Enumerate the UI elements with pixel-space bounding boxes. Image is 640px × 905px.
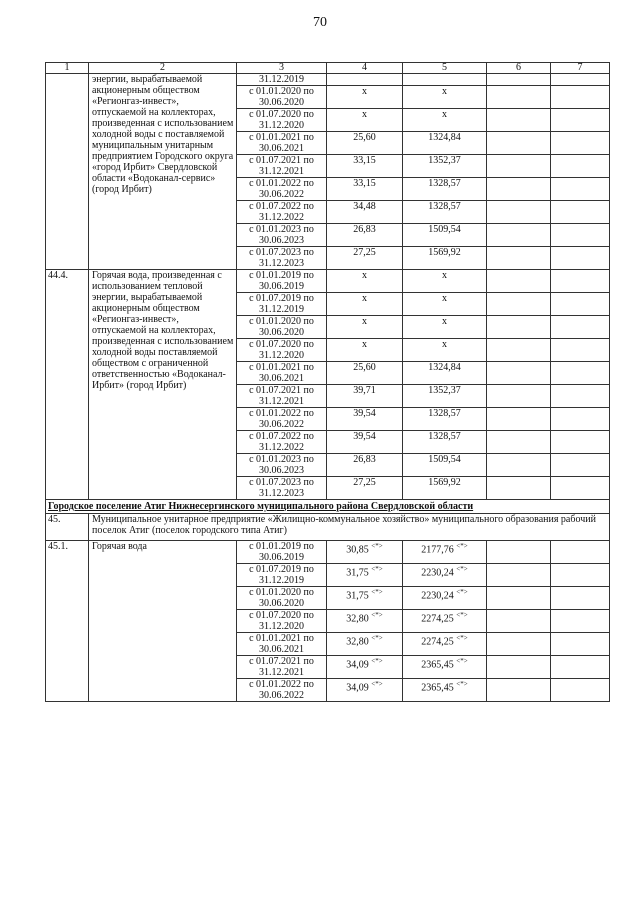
empty-cell xyxy=(487,201,551,224)
rate-cell-value: 27,25 xyxy=(353,477,376,488)
empty-cell xyxy=(551,178,610,201)
amount-cell-value: 1328,57 xyxy=(428,178,461,189)
period-cell xyxy=(237,293,327,316)
amount-cell-value: 2365,45 xyxy=(421,659,454,671)
amount-cell-value: 1328,57 xyxy=(428,408,461,419)
empty-cell xyxy=(487,270,551,293)
organization-row xyxy=(46,514,610,541)
period-cell xyxy=(237,316,327,339)
period-end: 30.06.2022 xyxy=(259,189,304,200)
period-cell xyxy=(237,247,327,270)
row-number-cell: 44.4. xyxy=(46,270,89,500)
amount-cell-value: 2177,76 xyxy=(421,544,454,556)
empty-cell xyxy=(487,178,551,201)
empty-cell xyxy=(551,270,610,293)
period-cell xyxy=(237,362,327,385)
rate-cell-value: 39,71 xyxy=(353,385,376,396)
amount-cell xyxy=(403,408,487,431)
rate-cell-value: 31,75 xyxy=(346,590,369,602)
period-start: с 01.01.2019 по xyxy=(249,541,314,552)
amount-cell-value: х xyxy=(442,316,447,327)
column-header: 5 xyxy=(403,63,487,74)
rate-cell-value: 34,09 xyxy=(346,682,369,694)
period-end: 31.12.2021 xyxy=(259,396,304,407)
amount-cell xyxy=(403,587,487,610)
amount-cell-value: 1509,54 xyxy=(428,454,461,465)
column-header: 7 xyxy=(551,63,610,74)
amount-cell xyxy=(403,155,487,178)
column-header: 1 xyxy=(46,63,89,74)
amount-cell xyxy=(403,86,487,109)
page-number: 70 xyxy=(313,15,327,30)
amount-cell xyxy=(403,201,487,224)
period-end: 30.06.2020 xyxy=(259,327,304,338)
amount-cell xyxy=(403,564,487,587)
rate-cell xyxy=(327,109,403,132)
amount-cell-value: 1509,54 xyxy=(428,224,461,235)
period-start: с 01.01.2021 по xyxy=(249,362,314,373)
column-header: 3 xyxy=(237,63,327,74)
rate-cell-value: 26,83 xyxy=(353,454,376,465)
rate-cell xyxy=(327,610,403,633)
amount-cell xyxy=(403,477,487,500)
empty-cell xyxy=(551,86,610,109)
column-header: 2 xyxy=(89,63,237,74)
footnote-marker: <*> xyxy=(371,611,383,619)
rate-cell-value: 30,85 xyxy=(346,544,369,556)
period-cell xyxy=(237,178,327,201)
rate-cell xyxy=(327,362,403,385)
empty-cell xyxy=(487,431,551,454)
rate-cell-value: 26,83 xyxy=(353,224,376,235)
rate-cell-value: х xyxy=(362,109,367,120)
period-start: с 01.07.2021 по xyxy=(249,656,314,667)
row-number-cell xyxy=(46,74,89,270)
rate-cell-value: х xyxy=(362,86,367,97)
empty-cell xyxy=(487,385,551,408)
amount-cell xyxy=(403,541,487,564)
rate-cell-value: х xyxy=(362,293,367,304)
footnote-marker: <*> xyxy=(456,680,468,688)
period-end: 31.12.2020 xyxy=(259,120,304,131)
amount-cell-value: 1324,84 xyxy=(428,132,461,143)
period-start: с 01.07.2022 по xyxy=(249,201,314,212)
rate-cell xyxy=(327,679,403,702)
empty-cell xyxy=(551,679,610,702)
rate-cell xyxy=(327,633,403,656)
empty-cell xyxy=(551,610,610,633)
empty-cell xyxy=(551,316,610,339)
amount-cell-value: х xyxy=(442,339,447,350)
amount-cell xyxy=(403,293,487,316)
amount-cell xyxy=(403,224,487,247)
period-end: 31.12.2019 xyxy=(259,304,304,315)
period-cell xyxy=(237,541,327,564)
period-cell xyxy=(237,201,327,224)
period-start: с 01.01.2020 по xyxy=(249,86,314,97)
empty-cell xyxy=(551,477,610,500)
amount-cell-value: 1352,37 xyxy=(428,385,461,396)
empty-cell xyxy=(551,109,610,132)
period-cell xyxy=(237,679,327,702)
period-end: 31.12.2019 xyxy=(259,575,304,586)
empty-cell xyxy=(551,633,610,656)
period-cell xyxy=(237,385,327,408)
amount-cell xyxy=(403,362,487,385)
period-cell xyxy=(237,610,327,633)
period-cell xyxy=(237,477,327,500)
footnote-marker: <*> xyxy=(371,565,383,573)
column-header: 6 xyxy=(487,63,551,74)
footnote-marker: <*> xyxy=(371,680,383,688)
period-end: 30.06.2021 xyxy=(259,143,304,154)
period-cell xyxy=(237,633,327,656)
empty-cell xyxy=(487,316,551,339)
empty-cell xyxy=(487,679,551,702)
period-cell xyxy=(237,656,327,679)
rate-cell xyxy=(327,86,403,109)
empty-cell xyxy=(487,541,551,564)
rate-cell-value: 25,60 xyxy=(353,362,376,373)
amount-cell-value: 2274,25 xyxy=(421,636,454,648)
period-start: с 01.01.2022 по xyxy=(249,178,314,189)
period-end: 31.12.2020 xyxy=(259,621,304,632)
empty-cell xyxy=(551,155,610,178)
rate-cell-value: 25,60 xyxy=(353,132,376,143)
section-title: Городское поселение Атиг Нижнесергинского муниципального района Свердловской области xyxy=(46,500,610,514)
period-end: 30.06.2020 xyxy=(259,97,304,108)
period-end: 30.06.2023 xyxy=(259,465,304,476)
rate-cell xyxy=(327,293,403,316)
empty-cell xyxy=(551,293,610,316)
rate-cell xyxy=(327,224,403,247)
rate-cell-value: 32,80 xyxy=(346,636,369,648)
empty-cell xyxy=(551,201,610,224)
empty-cell xyxy=(487,564,551,587)
empty-cell xyxy=(487,454,551,477)
period-end: 30.06.2021 xyxy=(259,373,304,384)
empty-cell xyxy=(551,587,610,610)
period-start: с 01.01.2020 по xyxy=(249,587,314,598)
rate-cell xyxy=(327,656,403,679)
rate-cell-value: 34,48 xyxy=(353,201,376,212)
rate-cell xyxy=(327,132,403,155)
rate-cell-value: х xyxy=(362,270,367,281)
period-end: 31.12.2022 xyxy=(259,212,304,223)
period-cell xyxy=(237,339,327,362)
amount-cell-value: х xyxy=(442,293,447,304)
footnote-marker: <*> xyxy=(456,611,468,619)
rate-cell xyxy=(327,408,403,431)
period-start: с 01.07.2019 по xyxy=(249,564,314,575)
period-start: с 01.07.2020 по xyxy=(249,610,314,621)
amount-cell-value: 2230,24 xyxy=(421,590,454,602)
period-start: с 01.01.2023 по xyxy=(249,454,314,465)
period-cell xyxy=(237,155,327,178)
period-end: 31.12.2021 xyxy=(259,166,304,177)
rate-cell xyxy=(327,155,403,178)
rate-cell xyxy=(327,541,403,564)
period-start: с 01.01.2020 по xyxy=(249,316,314,327)
row-number-cell: 45.1. xyxy=(46,541,89,702)
column-header-row xyxy=(46,63,610,74)
period-start: с 01.07.2023 по xyxy=(249,477,314,488)
period-cell xyxy=(237,408,327,431)
empty-cell xyxy=(487,339,551,362)
table-row xyxy=(46,541,610,564)
rate-cell xyxy=(327,587,403,610)
rate-cell-value: 32,80 xyxy=(346,613,369,625)
empty-cell xyxy=(551,224,610,247)
amount-cell xyxy=(403,247,487,270)
amount-cell-value: 1328,57 xyxy=(428,201,461,212)
organization-name: Муниципальное унитарное предприятие «Жилищно-коммунальное хозяйство» муниципального образования рабочий поселок Атиг (поселок городского типа Атиг) xyxy=(89,514,610,541)
period-end: 30.06.2021 xyxy=(259,644,304,655)
rate-cell xyxy=(327,431,403,454)
period-cell: 31.12.2019 xyxy=(237,74,327,86)
period-cell xyxy=(237,132,327,155)
footnote-marker: <*> xyxy=(456,565,468,573)
amount-cell xyxy=(403,178,487,201)
footnote-marker: <*> xyxy=(371,657,383,665)
amount-cell-value: 1324,84 xyxy=(428,362,461,373)
period-start: с 01.07.2020 по xyxy=(249,109,314,120)
period-end: 31.12.2021 xyxy=(259,667,304,678)
empty-cell xyxy=(551,564,610,587)
section-row xyxy=(46,500,610,514)
period-start: с 01.01.2022 по xyxy=(249,408,314,419)
period-cell xyxy=(237,454,327,477)
period-end: 30.06.2022 xyxy=(259,690,304,701)
rate-cell-value: 31,75 xyxy=(346,567,369,579)
rate-cell xyxy=(327,201,403,224)
amount-cell xyxy=(403,633,487,656)
rate-cell xyxy=(327,564,403,587)
period-start: с 01.01.2023 по xyxy=(249,224,314,235)
empty-cell xyxy=(487,155,551,178)
period-start: с 01.01.2019 по xyxy=(249,270,314,281)
empty-cell xyxy=(487,109,551,132)
rate-cell-value: 33,15 xyxy=(353,155,376,166)
service-description: Горячая вода xyxy=(89,541,237,702)
amount-cell xyxy=(403,270,487,293)
empty-cell xyxy=(551,408,610,431)
period-end: 30.06.2019 xyxy=(259,552,304,563)
amount-cell-value: х xyxy=(442,86,447,97)
period-cell xyxy=(237,270,327,293)
amount-cell-value: 2274,25 xyxy=(421,613,454,625)
amount-cell xyxy=(403,109,487,132)
table-row xyxy=(46,270,610,293)
rate-cell-value: х xyxy=(362,316,367,327)
footnote-marker: <*> xyxy=(371,634,383,642)
period-end: 30.06.2023 xyxy=(259,235,304,246)
empty-cell xyxy=(487,408,551,431)
period-start: с 01.07.2019 по xyxy=(249,293,314,304)
empty-cell xyxy=(551,339,610,362)
service-description: Горячая вода, произведенная с использованием тепловой энергии, вырабатываемой акционерным обществом «Регионгаз-инвест», отпускаемой на коллекторах, произведенная с использованием холодной воды поставляемой обществом с ограниченной ответственностью «Водоканал-Ирбит» (город Ирбит) xyxy=(89,270,237,500)
rate-cell xyxy=(327,454,403,477)
footnote-marker: <*> xyxy=(371,588,383,596)
empty-cell xyxy=(487,132,551,155)
rate-cell-value: 27,25 xyxy=(353,247,376,258)
footnote-marker: <*> xyxy=(456,588,468,596)
empty-cell xyxy=(551,454,610,477)
row-number-cell: 45. xyxy=(46,514,89,541)
empty-cell xyxy=(487,610,551,633)
period-start: с 01.07.2020 по xyxy=(249,339,314,350)
empty-cell xyxy=(487,633,551,656)
empty-cell xyxy=(551,247,610,270)
service-description: энергии, вырабатываемой акционерным обществом «Регионгаз-инвест», отпускаемой на коллекторах, произведенная с использованием холодной воды с поставляемой муниципальным унитарным предприятием Городского округа «город Ирбит» Свердловской области «Водоканал-сервис» (город Ирбит) xyxy=(89,74,237,270)
empty-cell xyxy=(487,477,551,500)
empty-cell xyxy=(551,656,610,679)
rate-cell-value: х xyxy=(362,339,367,350)
footnote-marker: <*> xyxy=(456,542,468,550)
rate-cell xyxy=(327,270,403,293)
amount-cell xyxy=(403,610,487,633)
rate-cell-value: 39,54 xyxy=(353,408,376,419)
period-start: с 01.01.2021 по xyxy=(249,132,314,143)
footnote-marker: <*> xyxy=(371,542,383,550)
period-end: 31.12.2022 xyxy=(259,442,304,453)
amount-cell xyxy=(403,656,487,679)
column-header: 4 xyxy=(327,63,403,74)
rate-cell xyxy=(327,316,403,339)
period-end: 31.12.2020 xyxy=(259,350,304,361)
empty-cell xyxy=(551,431,610,454)
empty-cell xyxy=(487,656,551,679)
amount-cell-value: х xyxy=(442,270,447,281)
period-start: с 01.01.2022 по xyxy=(249,679,314,690)
amount-cell xyxy=(403,454,487,477)
amount-cell xyxy=(403,339,487,362)
amount-cell xyxy=(403,132,487,155)
period-cell xyxy=(237,86,327,109)
amount-cell-value: 2365,45 xyxy=(421,682,454,694)
empty-cell xyxy=(551,541,610,564)
rate-cell-value: 39,54 xyxy=(353,431,376,442)
empty-cell xyxy=(551,132,610,155)
empty-cell xyxy=(487,224,551,247)
empty-cell xyxy=(551,385,610,408)
rate-cell xyxy=(327,247,403,270)
footnote-marker: <*> xyxy=(456,657,468,665)
rate-cell xyxy=(327,339,403,362)
period-start: с 01.07.2022 по xyxy=(249,431,314,442)
empty-cell xyxy=(487,293,551,316)
period-start: с 01.01.2021 по xyxy=(249,633,314,644)
table-row xyxy=(46,74,610,86)
amount-cell-value: 1328,57 xyxy=(428,431,461,442)
period-end: 30.06.2022 xyxy=(259,419,304,430)
rate-cell xyxy=(327,477,403,500)
amount-cell-value: 1569,92 xyxy=(428,247,461,258)
amount-cell-value: 1569,92 xyxy=(428,477,461,488)
amount-cell xyxy=(403,431,487,454)
period-end: 31.12.2023 xyxy=(259,258,304,269)
empty-cell xyxy=(551,362,610,385)
rate-cell xyxy=(327,178,403,201)
empty-cell xyxy=(487,587,551,610)
period-cell xyxy=(237,587,327,610)
rate-cell-value: 33,15 xyxy=(353,178,376,189)
amount-cell-value: х xyxy=(442,109,447,120)
empty-cell xyxy=(487,362,551,385)
period-cell xyxy=(237,564,327,587)
amount-cell-value: 2230,24 xyxy=(421,567,454,579)
amount-cell-value: 1352,37 xyxy=(428,155,461,166)
period-cell xyxy=(237,224,327,247)
rate-cell xyxy=(327,385,403,408)
period-cell xyxy=(237,109,327,132)
empty-cell xyxy=(487,86,551,109)
amount-cell xyxy=(403,385,487,408)
period-start: с 01.07.2023 по xyxy=(249,247,314,258)
amount-cell xyxy=(403,679,487,702)
period-start: с 01.07.2021 по xyxy=(249,385,314,396)
tariff-table xyxy=(45,62,610,702)
period-end: 30.06.2019 xyxy=(259,281,304,292)
empty-cell xyxy=(487,247,551,270)
footnote-marker: <*> xyxy=(456,634,468,642)
rate-cell-value: 34,09 xyxy=(346,659,369,671)
period-cell xyxy=(237,431,327,454)
period-start: с 01.07.2021 по xyxy=(249,155,314,166)
period-end: 30.06.2020 xyxy=(259,598,304,609)
period-end: 31.12.2023 xyxy=(259,488,304,499)
amount-cell xyxy=(403,316,487,339)
